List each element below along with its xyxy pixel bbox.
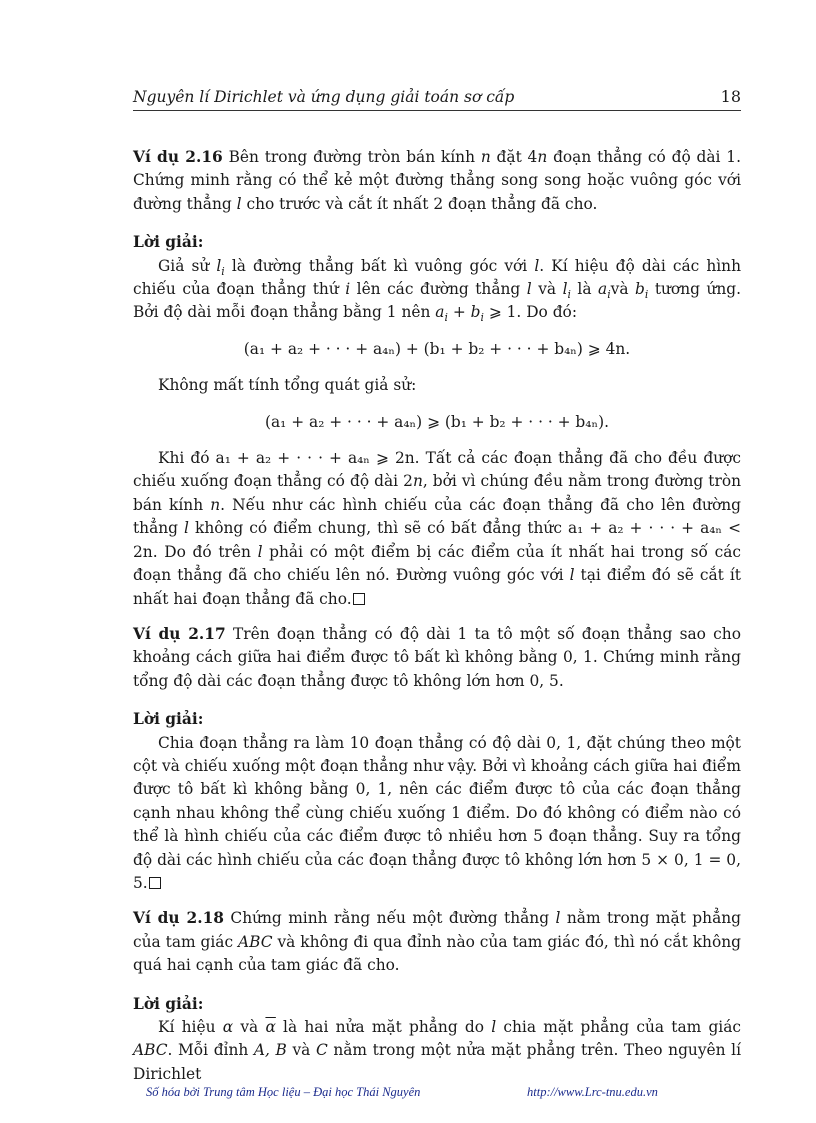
equation-2: (a₁ + a₂ + · · · + a₄ₙ) ⩾ (b₁ + b₂ + · · · + b₄ₙ). [264, 412, 609, 431]
footer-credit: Số hóa bởi Trung tâm Học liệu – Đại học Thái Nguyên [146, 1085, 421, 1099]
running-header [133, 86, 741, 111]
footer-url-link[interactable]: http://www.Lrc-tnu.edu.vn [527, 1085, 658, 1099]
example-label: Ví dụ 2.16 [133, 148, 223, 166]
example-2-17: Ví dụ 2.17 Trên đoạn thẳng có độ dài 1 ta tô một số đoạn thẳng sao cho khoảng cách giữa hai điểm được tô bất kì không bằng 0, 1. Chứng minh rằng tổng độ dài các đoạn thẳng được tô không lớn hơn 0, 5. [133, 624, 741, 690]
page-body [133, 146, 741, 1086]
solution-2-16-paragraph-2: Không mất tính tổng quát giả sử: [158, 376, 417, 395]
solution-2-16-paragraph-1: Giả sử $l_i$ là đường thẳng bất kì vuông góc với l. Kí hiệu độ dài các hình chiếu của đoạn thẳng thứ i lên các đường thẳng l và $l_i$ là $a_ivà$ $b_i$ tương ứng. Bởi độ dài mỗi đoạn thẳng bằng 1 nên $a_i + b_i$ ⩾ 1. Do đó: [133, 256, 742, 325]
solution-label: Lời giải: [133, 710, 204, 729]
solution-2-17-paragraph: Chia đoạn thẳng ra làm 10 đoạn thẳng có độ dài 0, 1, đặt chúng theo một cột và chiếu xuống một đoạn thẳng như vậy. Bởi vì khoảng cách giữa hai điểm được tô bất kì không bằng 0, 1, nên các điểm được tô của các đoạn thẳng cạnh nhau không thể cùng chiếu xuống 1 điểm. Do đó không có điểm nào có thể là hình chiếu của các điểm được tô nhiều hơn 5 đoạn thẳng. Suy ra tổng độ dài các hình chiếu của các đoạn thẳng được tô không lớn hơn 5 × 0, 1 = 0, 5. [133, 733, 741, 892]
example-label: Ví dụ 2.18 [133, 909, 224, 928]
solution-label: Lời giải: [133, 233, 204, 252]
example-2-16: Ví dụ 2.16 Bên trong đường tròn bán kính n đặt 4n đoạn thẳng có độ dài 1. Chứng minh rằng có thể kẻ một đường thẳng song song hoặc vuông góc với đường thẳng l cho trước và cắt ít nhất 2 đoạn thẳng đã cho. [133, 148, 741, 213]
qed-box [149, 877, 161, 889]
example-2-18: Ví dụ 2.18 Chứng minh rằng nếu một đường thẳng l nằm trong mặt phẳng của tam giác ABC và không đi qua đỉnh nào của tam giác đó, thì nó cắt không quá hai cạnh của tam giác đã cho. [133, 909, 742, 975]
page-number: 18 [720, 87, 741, 106]
solution-label: Lời giải: [133, 994, 204, 1013]
header-title: Nguyên lí Dirichlet và ứng dụng giải toán sơ cấp [133, 88, 515, 106]
example-label: Ví dụ 2.17 [133, 624, 226, 643]
solution-2-18-paragraph: Kí hiệu α và $\overline{\alpha}$ là hai nửa mặt phẳng do l chia mặt phẳng của tam giác ABC. Mỗi đỉnh A, B và C nằm trong một nửa mặt phẳng trên. Theo nguyên lí Dirichlet [133, 1018, 742, 1083]
equation-1: (a₁ + a₂ + · · · + a₄ₙ) + (b₁ + b₂ + · · · + b₄ₙ) ⩾ 4n. [243, 339, 631, 358]
solution-2-16-paragraph-3: Khi đó a₁ + a₂ + · · · + a₄ₙ ⩾ 2n. Tất cả các đoạn thẳng đã cho đều được chiếu xuống đoạn thẳng có độ dài 2n, bởi vì chúng đều nằm trong đường tròn bán kính n. Nếu như các hình chiếu của các đoạn thẳng đã cho lên đường thẳng l không có điểm chung, thì sẽ có bất đẳng thức a₁ + a₂ + · · · + a₄ₙ < 2n. Do đó trên l phải có một điểm bị các điểm của ít nhất hai trong số các đoạn thẳng đã cho chiếu lên nó. Đường vuông góc với l tại điểm đó sẽ cắt ít nhất hai đoạn thẳng đã cho. [133, 449, 742, 608]
qed-box [353, 593, 365, 605]
